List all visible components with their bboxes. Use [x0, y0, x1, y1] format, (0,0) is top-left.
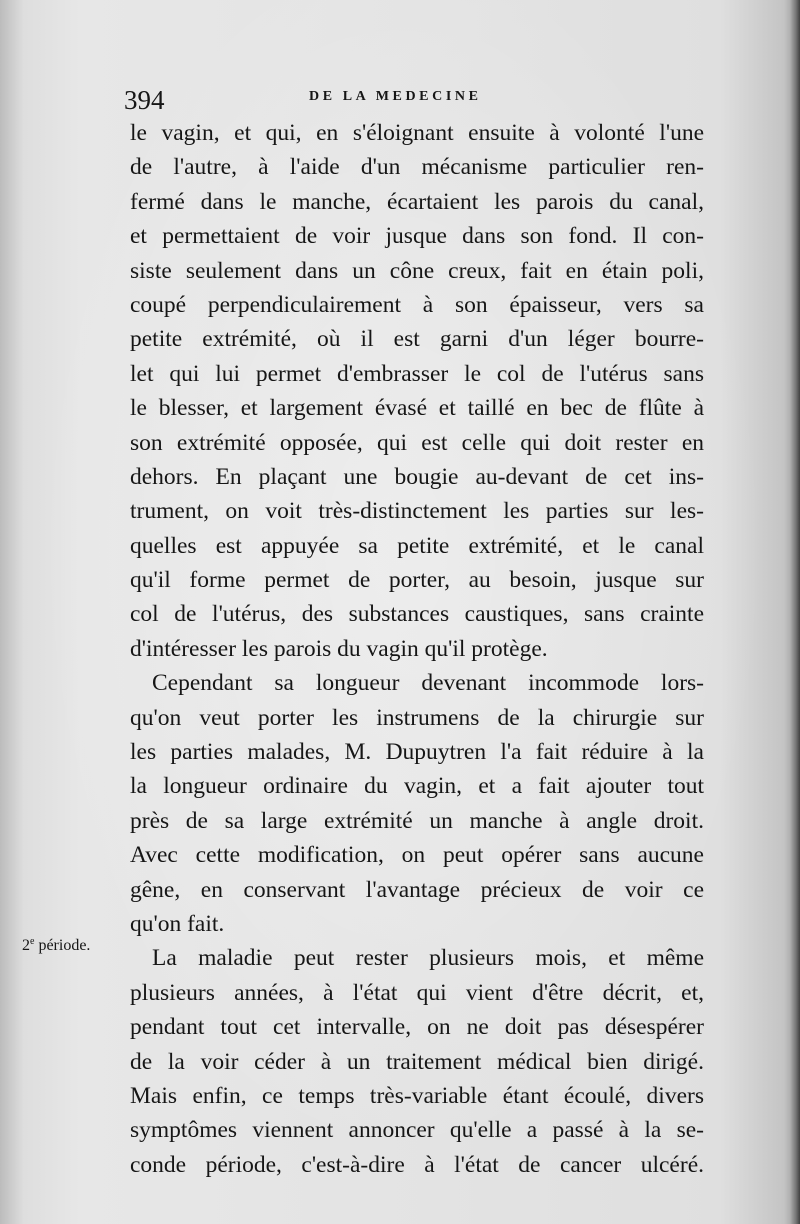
text-line: coupé perpendiculairement à son épaisseur, vers sa — [130, 291, 704, 318]
margin-note-superscript: e — [30, 936, 35, 947]
margin-note — [22, 931, 90, 957]
text-line: col de l'utérus, des substances caustiques, sans crainte — [130, 601, 704, 628]
text-line: gêne, en conservant l'avantage précieux de voir ce — [130, 876, 704, 903]
text-line: trument, on voit très-distinctement les parties sur les- — [130, 498, 704, 525]
text-line: de la voir céder à un traitement médical bien dirigé. — [130, 1048, 704, 1075]
text-line: let qui lui permet d'embrasser le col de l'utérus sans — [130, 360, 704, 387]
running-head: DE LA MEDECINE — [309, 89, 482, 104]
text-line: plusieurs années, à l'état qui vient d'être décrit, et, — [130, 979, 704, 1006]
text-line: la longueur ordinaire du vagin, et a fait ajouter tout — [130, 773, 704, 800]
text-line: symptômes viennent annoncer qu'elle a passé à la se- — [130, 1117, 704, 1144]
text-line: siste seulement dans un cône creux, fait en étain poli, — [130, 257, 704, 284]
paragraph-first-line: La maladie peut rester plusieurs mois, et même — [152, 945, 704, 972]
body-text — [130, 116, 704, 1182]
text-line: le blesser, et largement évasé et taillé en bec de flûte à — [130, 395, 704, 422]
paragraph-first-line: Cependant sa longueur devenant incommode lors- — [152, 670, 704, 697]
text-line: et permettaient de voir jusque dans son fond. Il con- — [130, 223, 704, 250]
text-line: petite extrémité, où il est garni d'un léger bourre- — [130, 326, 704, 353]
page-number: 394 — [124, 85, 165, 115]
text-line: quelles est appuyée sa petite extrémité, et le canal — [130, 532, 704, 559]
text-line: fermé dans le manche, écartaient les parois du canal, — [130, 188, 704, 215]
text-line: conde période, c'est-à-dire à l'état de cancer ulcéré. — [130, 1151, 704, 1178]
text-line: Avec cette modification, on peut opérer sans aucune — [130, 842, 704, 869]
text-line: près de sa large extrémité un manche à angle droit. — [130, 807, 704, 834]
text-line: dehors. En plaçant une bougie au-devant de cet ins- — [130, 463, 704, 490]
text-line: qu'on veut porter les instrumens de la chirurgie sur — [130, 704, 704, 731]
margin-note-label: période. — [34, 937, 91, 954]
text-line: le vagin, et qui, en s'éloignant ensuite à volonté l'une — [130, 120, 704, 146]
text-line: qu'il forme permet de porter, au besoin, jusque sur — [130, 567, 704, 594]
margin-note-number: 2 — [22, 937, 30, 954]
text-line: les parties malades, M. Dupuytren l'a fait réduire à la — [130, 739, 704, 766]
text-line: son extrémité opposée, qui est celle qui doit rester en — [130, 429, 704, 456]
text-line: Mais enfin, ce temps très-variable étant écoulé, divers — [130, 1082, 704, 1109]
text-line: pendant tout cet intervalle, on ne doit pas désespérer — [130, 1014, 704, 1041]
text-line: qu'on fait. — [130, 910, 225, 937]
text-line: d'intéresser les parois du vagin qu'il protège. — [130, 635, 548, 662]
text-line: de l'autre, à l'aide d'un mécanisme particulier ren- — [130, 154, 704, 181]
page-header — [124, 82, 704, 118]
